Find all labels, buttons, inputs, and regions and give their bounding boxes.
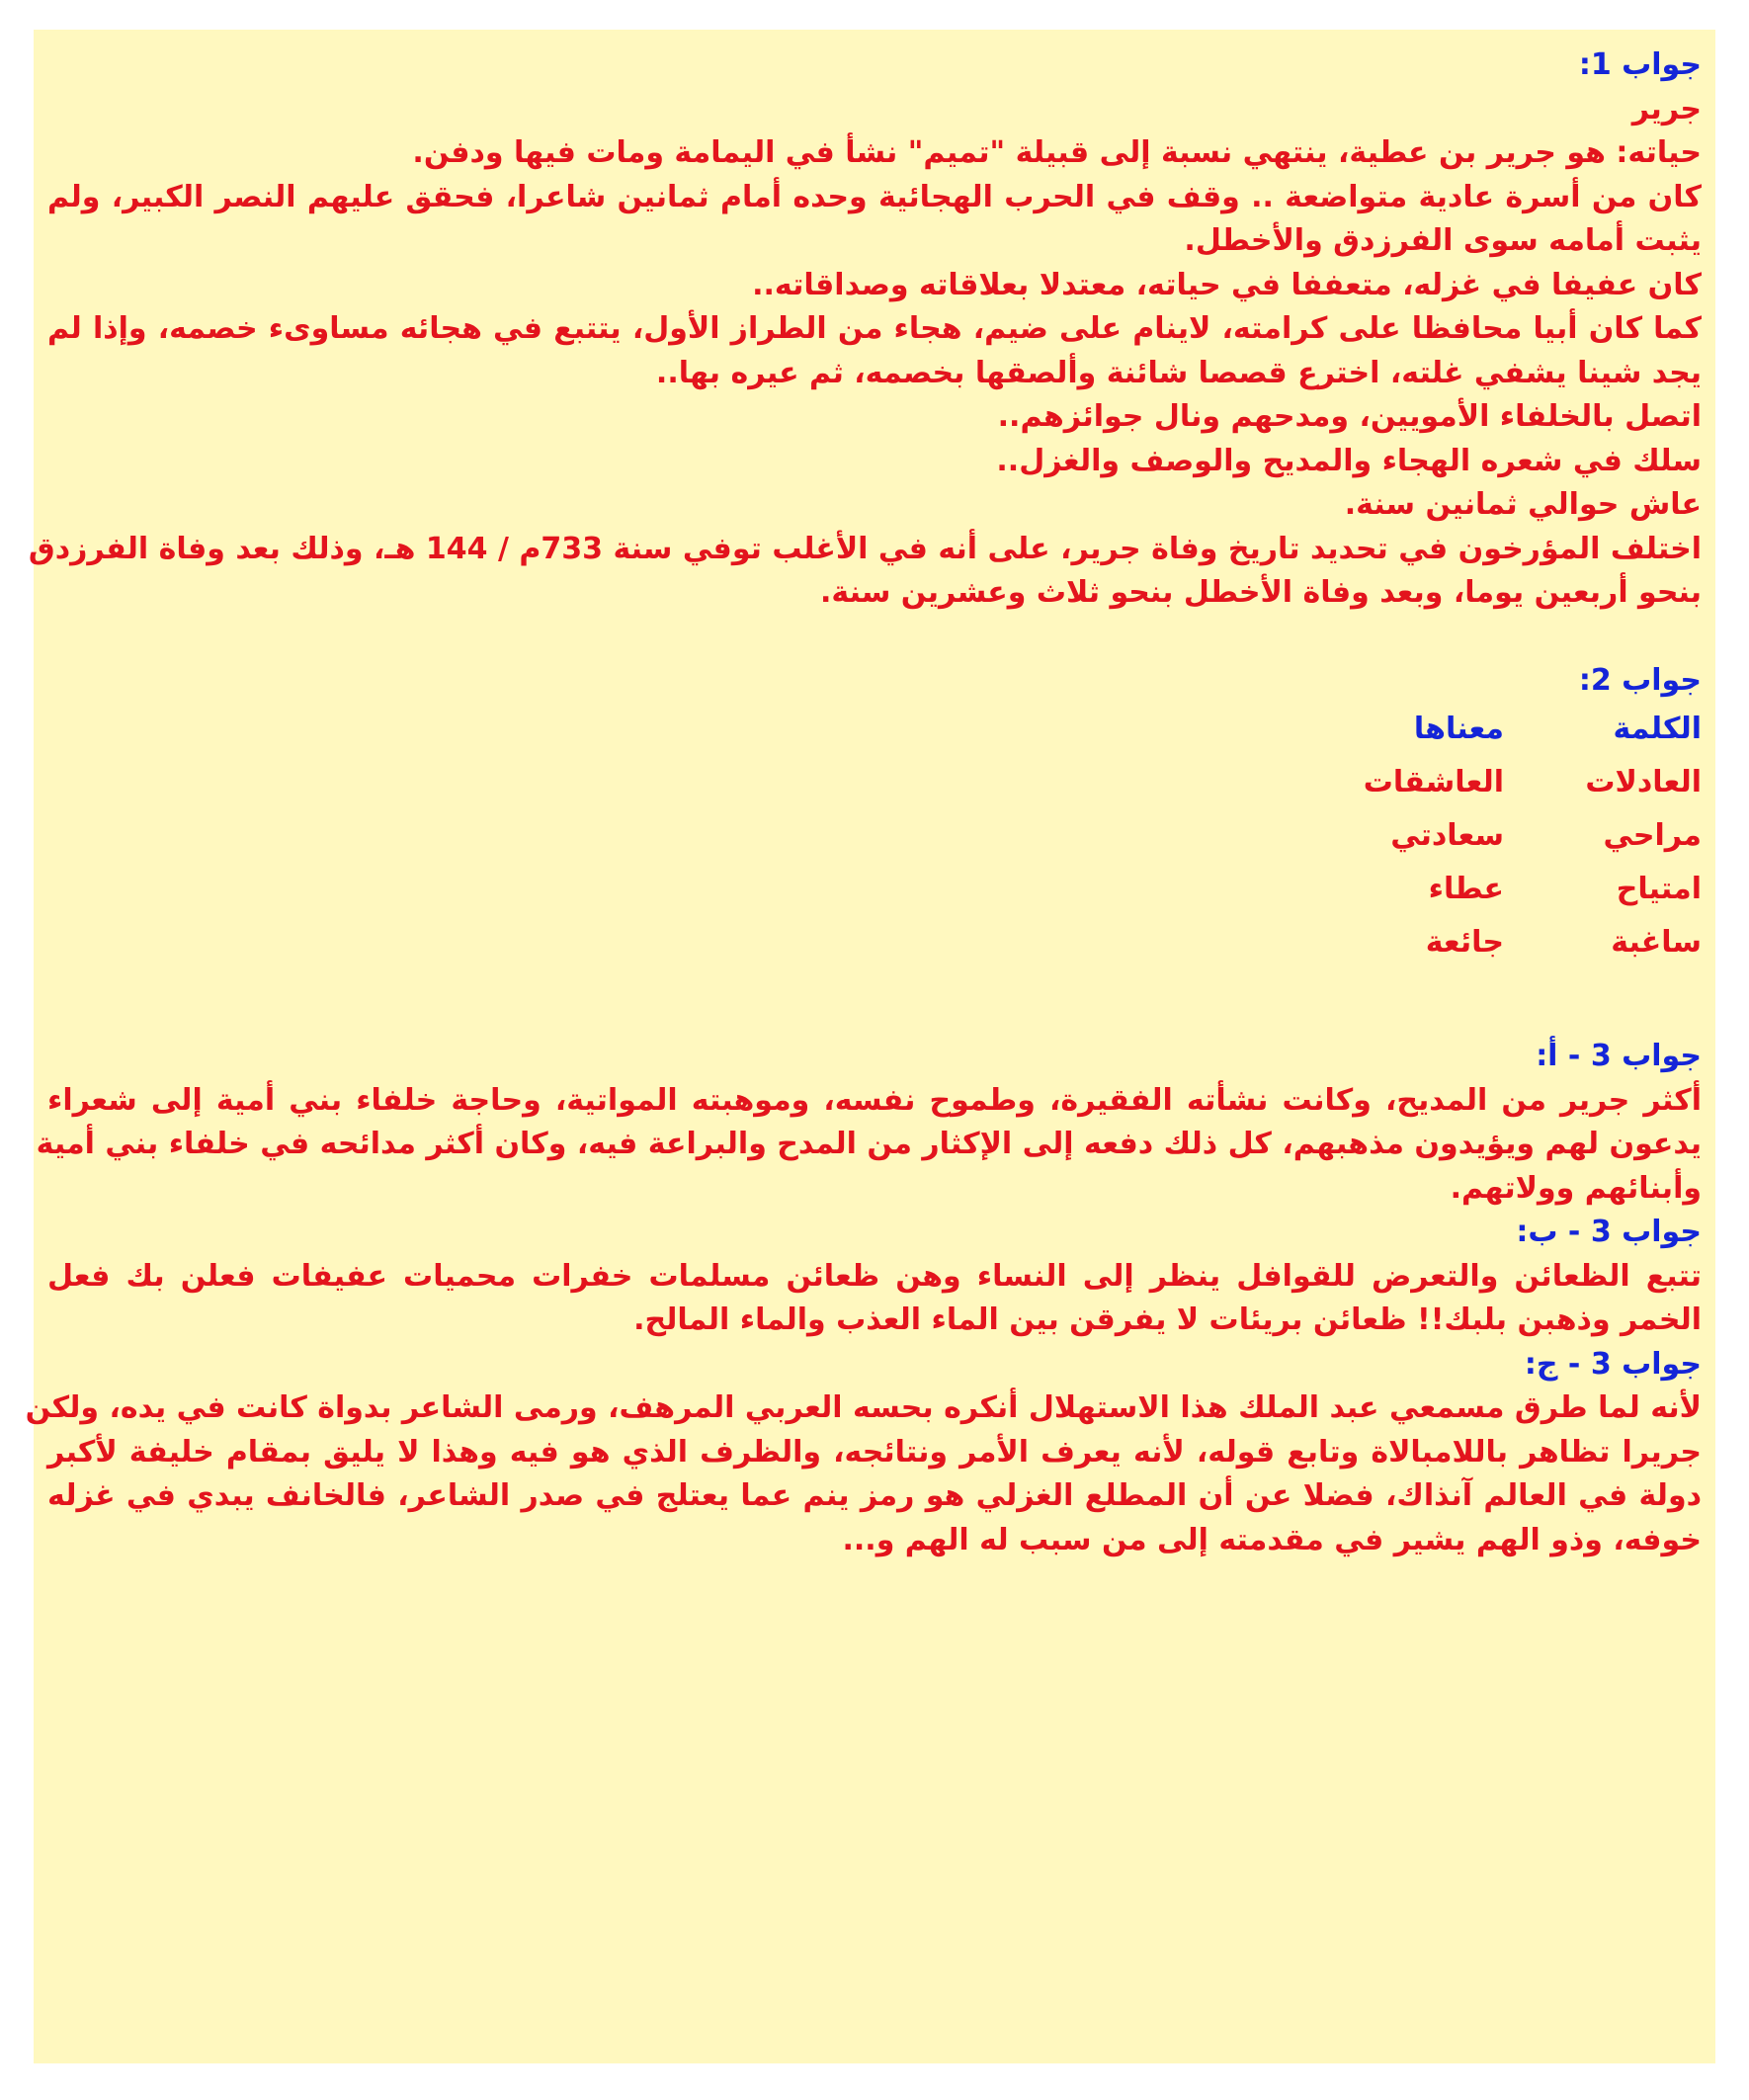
answer-3c-line: لأنه لما طرق مسمعي عبد الملك هذا الاستهلال أنكره بحسه العربي المرهف، ورمى الشاعر بدواة كانت في يده، ولكن — [25, 1390, 1702, 1425]
answer-3a-line: يدعون لهم ويؤيدون مذهبهم، كل ذلك دفعه إلى الإكثار من المدح والبراعة فيه، وكان أكثر مدائحه في خلفاء بني أمية — [36, 1127, 1702, 1161]
answer-3b-heading: جواب 3 - ب: — [1516, 1215, 1702, 1249]
answer-1-line: اختلف المؤرخون في تحديد تاريخ وفاة جرير، على أنه في الأغلب توفي سنة 733م / 144 هـ، وذلك بعد وفاة الفرزدق — [28, 531, 1702, 566]
answer-1-line: بنحو أربعين يوما، وبعد وفاة الأخطل بنحو ثلاث وعشرين سنة. — [820, 575, 1702, 610]
vocabulary-table — [47, 703, 1702, 969]
vocab-word: امتياح — [1616, 872, 1702, 906]
answer-2-heading: جواب 2: — [1578, 662, 1702, 698]
answer-1-line: كان عفيفا في غزله، متعففا في حياته، معتدلا بعلاقاته وصداقاته.. — [752, 267, 1702, 302]
vocab-meaning: عطاء — [1428, 872, 1504, 906]
answer-3c-line: جريرا تظاهر باللامبالاة وتابع قوله، لأنه يعرف الأمر ونتائجه، والظرف الذي هو فيه وهذا لا يليق بمقام خليفة لأكبر — [47, 1434, 1702, 1470]
answer-1-line: كما كان أبيا محافظا على كرامته، لاينام على ضيم، هجاء من الطراز الأول، يتتبع في هجائه مساوىء خصمه، وإذا لم — [47, 311, 1702, 346]
answer-3a-heading: جواب 3 - أ: — [1536, 1039, 1702, 1073]
answer-1-title: جرير — [1631, 91, 1702, 126]
answer-1-line: سلك في شعره الهجاء والمديح والوصف والغزل.. — [996, 443, 1702, 478]
vocab-col-word-header: الكلمة — [1613, 712, 1702, 746]
answer-panel — [25, 30, 1715, 2063]
answer-1-heading: جواب 1: — [1578, 47, 1702, 82]
answer-3c-line: خوفه، وذو الهم يشير في مقدمته إلى من سبب له الهم و... — [842, 1522, 1702, 1557]
answer-1-line: كان من أسرة عادية متواضعة .. وقف في الحرب الهجائية وحده أمام ثمانين شاعرا، فحقق عليهم النصر الكبير، ولم — [47, 179, 1702, 214]
answer-1-line: حياته: هو جرير بن عطية، ينتهي نسبة إلى قبيلة "تميم" نشأ في اليمامة ومات فيها ودفن. — [412, 135, 1702, 170]
answer-1-line: عاش حوالي ثمانين سنة. — [1344, 487, 1702, 522]
answer-1-line: اتصل بالخلفاء الأمويين، ومدحهم ونال جوائزهم.. — [997, 399, 1702, 434]
answer-3c-heading: جواب 3 - ج: — [1524, 1346, 1702, 1382]
section-spacer — [47, 969, 1702, 1035]
vocab-word: مراحي — [1603, 818, 1702, 853]
vocab-col-meaning-header: معناها — [1413, 712, 1504, 746]
vocab-meaning: العاشقات — [1363, 765, 1504, 799]
vocab-word: ساغبة — [1611, 925, 1702, 960]
vocab-word: العادلات — [1585, 765, 1702, 799]
answer-3b-line: تتبع الظعائن والتعرض للقوافل ينظر إلى النساء وهن ظعائن مسلمات خفرات محميات عفيفات فعلن بك فعل — [47, 1258, 1702, 1294]
vocab-meaning: جائعة — [1425, 925, 1504, 960]
answer-3a-line: أكثر جرير من المديح، وكانت نشأته الفقيرة، وطموح نفسه، وموهبته المواتية، وحاجة خلفاء بني أمية إلى شعراء — [47, 1082, 1702, 1118]
answer-1-line: يجد شينا يشفي غلته، اخترع قصصا شائنة وألصقها بخصمه، ثم عيره بها.. — [655, 355, 1702, 390]
section-spacer — [47, 616, 1702, 659]
answer-3a-line: وأبنائهم وولاتهم. — [1450, 1170, 1702, 1206]
answer-3c-line: دولة في العالم آنذاك، فضلا عن أن المطلع الغزلي هو رمز ينم عما يعتلج في صدر الشاعر، فالخانف يبدي في غزله — [47, 1478, 1702, 1513]
answer-1-line: يثبت أمامه سوى الفرزدق والأخطل. — [1184, 223, 1702, 258]
answer-3b-line: الخمر وذهبن بلبك!! ظعائن بريئات لا يفرقن بين الماء العذب والماء المالح. — [633, 1302, 1702, 1337]
vocab-meaning: سعادتي — [1390, 818, 1504, 853]
